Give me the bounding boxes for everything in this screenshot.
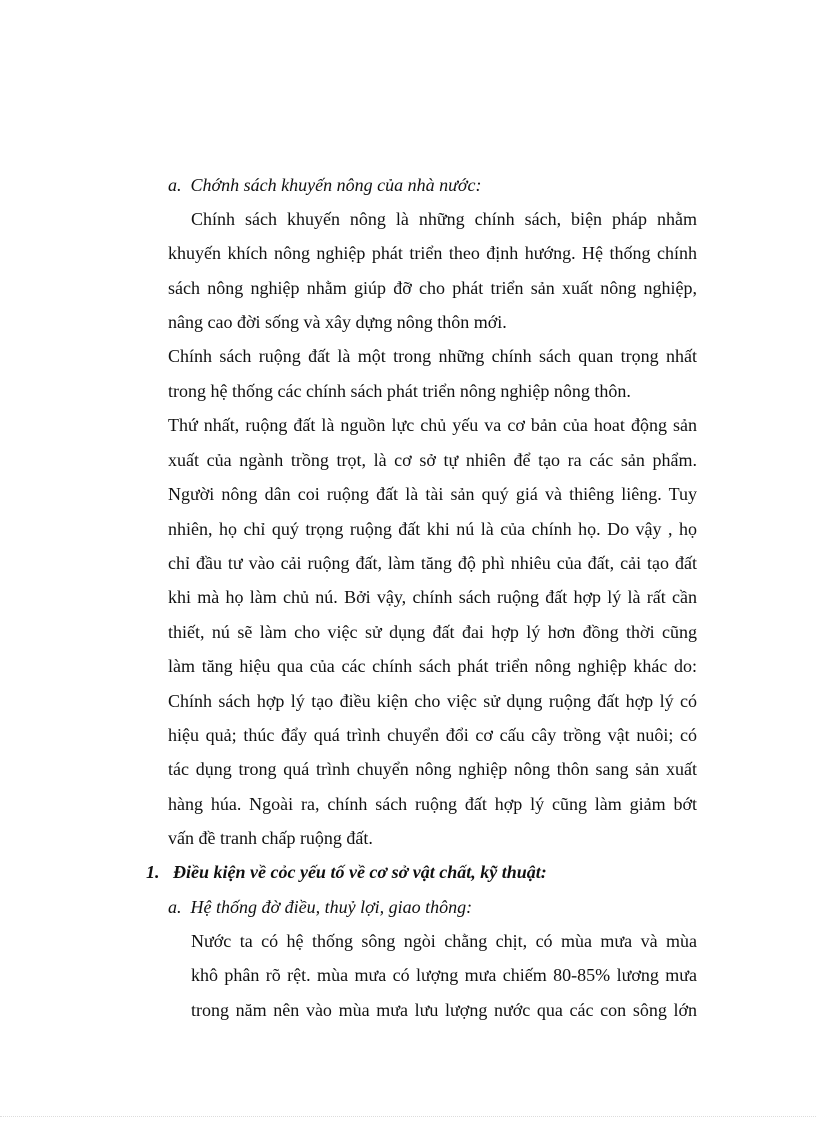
subsection-a-marker: a. bbox=[168, 897, 182, 917]
paragraph-line: vấn đề tranh chấp ruộng đất. bbox=[168, 828, 373, 848]
paragraph-line: nhiên, họ chỉ quý trọng ruộng đất khi nú là của chính họ. Do vậy , họ bbox=[168, 519, 697, 539]
subsection-a-title: Hệ thống đờ điều, thuỷ lợi, giao thông: bbox=[190, 897, 473, 917]
paragraph-line: Chính sách ruộng đất là một trong những chính sách quan trọng nhất bbox=[168, 346, 697, 366]
paragraph-line: Người nông dân coi ruộng đất là tài sản quý giá và thiêng liêng. Tuy bbox=[168, 484, 697, 504]
section-a-marker: a. bbox=[168, 175, 182, 195]
section-1-heading bbox=[146, 861, 547, 883]
paragraph-line: khô phân rõ rệt. mùa mưa có lượng mưa chiếm 80-85% lương mưa bbox=[191, 965, 697, 985]
paragraph-line: khuyến khích nông nghiệp phát triển theo định hướng. Hệ thống chính bbox=[168, 243, 697, 263]
paragraph-line: nâng cao đời sống và xây dựng nông thôn mới. bbox=[168, 312, 507, 332]
paragraph-line: hàng húa. Ngoài ra, chính sách ruộng đất hợp lý cũng làm giảm bớt bbox=[168, 794, 697, 814]
paragraph-line: trong năm nên vào mùa mưa lưu lượng nước qua các con sông lớn bbox=[191, 1000, 697, 1020]
paragraph-line: trong hệ thống các chính sách phát triển nông nghiệp nông thôn. bbox=[168, 381, 631, 401]
paragraph-line: Chính sách khuyến nông là những chính sách, biện pháp nhằm bbox=[191, 209, 697, 229]
paragraph-line: chỉ đầu tư vào cải ruộng đất, làm tăng độ phì nhiêu của đất, cải tạo đất bbox=[168, 553, 697, 573]
paragraph-line: sách nông nghiệp nhằm giúp đỡ cho phát triển sản xuất nông nghiệp, bbox=[168, 278, 697, 298]
page-bottom-rule bbox=[0, 1116, 816, 1117]
paragraph-line: xuất của ngành trồng trọt, là cơ sở tự nhiên để tạo ra các sản phẩm. bbox=[168, 450, 697, 470]
paragraph-line: tác dụng trong quá trình chuyển nông nghiệp nông thôn sang sản xuất bbox=[168, 759, 697, 779]
paragraph-line: Thứ nhất, ruộng đất là nguồn lực chủ yếu va cơ bản của hoat động sản bbox=[168, 415, 697, 435]
section-1-marker: 1. bbox=[146, 862, 160, 882]
paragraph-line: Chính sách hợp lý tạo điều kiện cho việc sử dụng ruộng đất hợp lý có bbox=[168, 691, 697, 711]
section-a-title: Chớnh sách khuyến nông của nhà nước: bbox=[190, 175, 482, 195]
paragraph-line: hiệu quả; thúc đẩy quá trình chuyển đổi cơ cấu cây trồng vật nuôi; có bbox=[168, 725, 697, 745]
section-a-heading bbox=[168, 174, 481, 196]
section-1-title: Điều kiện về cỏc yếu tố về cơ sở vật chất, kỹ thuật: bbox=[173, 862, 547, 882]
paragraph-line: thiết, nú sẽ làm cho việc sử dụng đất đai hợp lý hơn đồng thời cũng bbox=[168, 622, 697, 642]
subsection-a-heading bbox=[168, 896, 472, 918]
paragraph-line: Nước ta có hệ thống sông ngòi chằng chịt, có mùa mưa và mùa bbox=[191, 931, 697, 951]
paragraph-line: khi mà họ làm chủ nú. Bởi vậy, chính sách ruộng đất hợp lý là rất cần bbox=[168, 587, 697, 607]
paragraph-line: làm tăng hiệu qua của các chính sách phát triển nông nghiệp khác do: bbox=[168, 656, 697, 676]
